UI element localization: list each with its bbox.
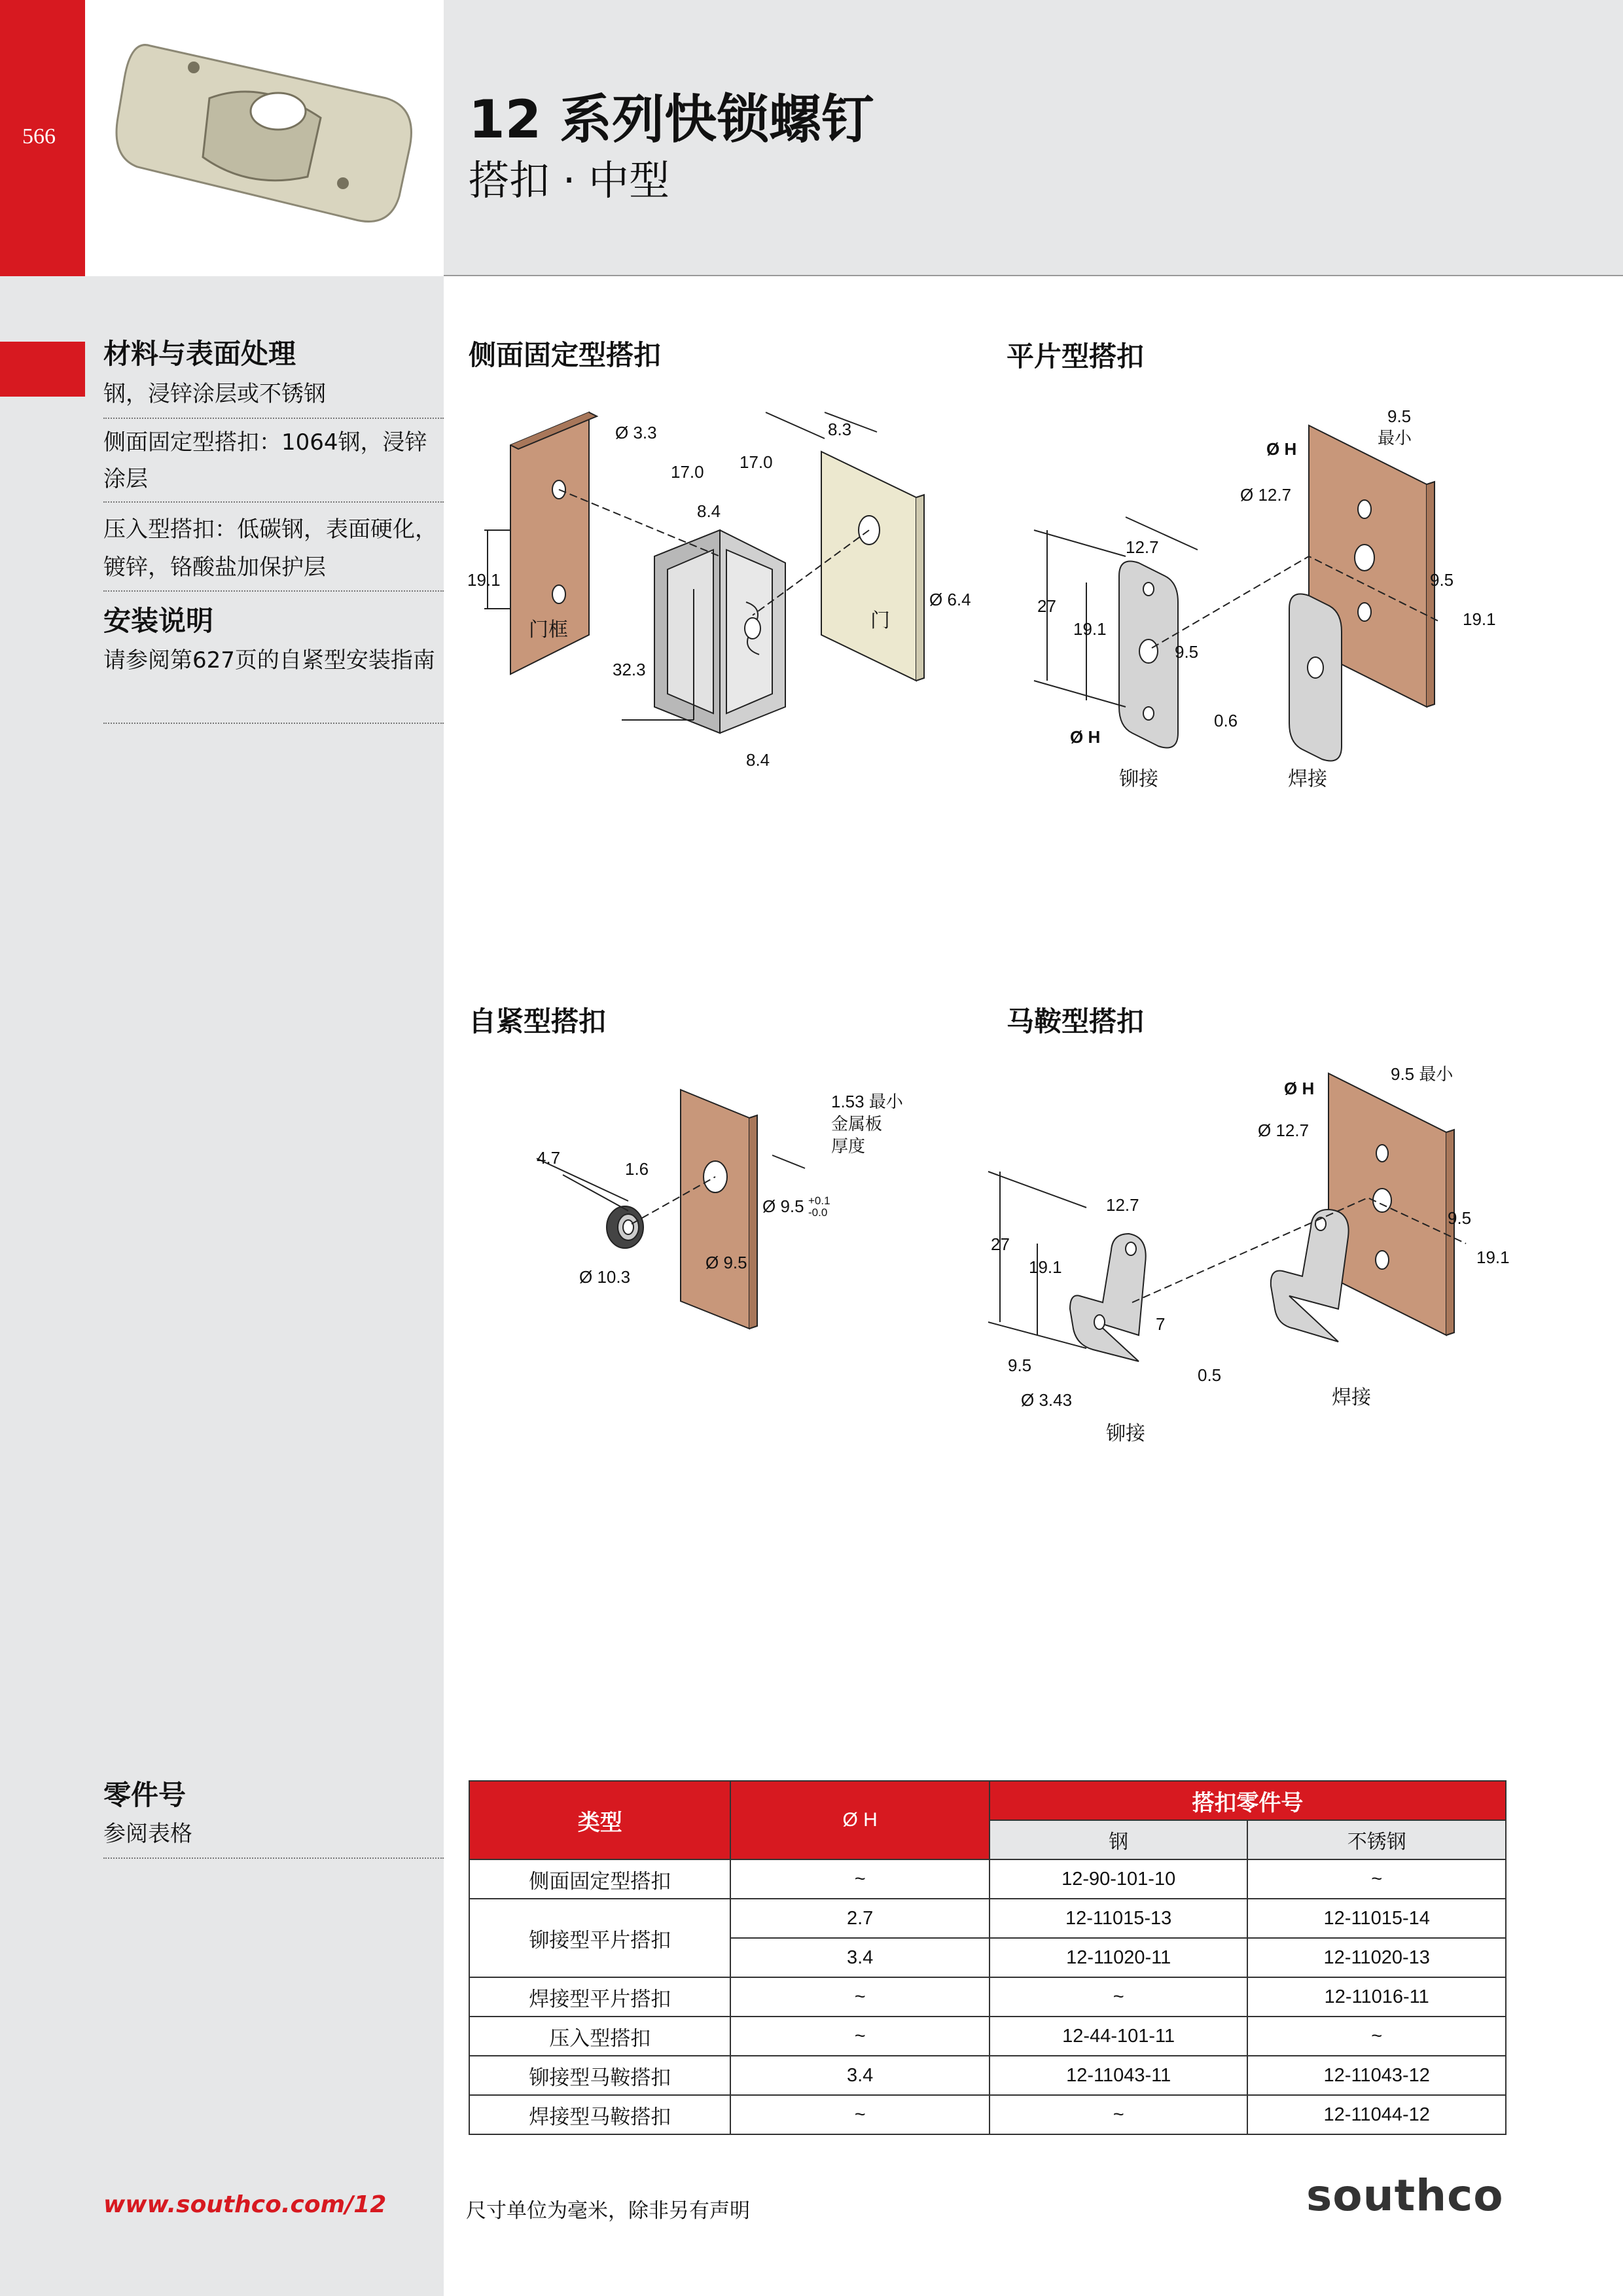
dim-191a: 19.1 bbox=[1029, 1257, 1062, 1277]
label-rivet: 铆接 bbox=[1119, 768, 1158, 790]
table-row: 侧面固定型搭扣 ~ 12-90-101-10 ~ bbox=[469, 1859, 1506, 1899]
parts-text: 参阅表格 bbox=[103, 1817, 444, 1859]
dim-dh: Ø H bbox=[1284, 1079, 1315, 1098]
label-thickness: 厚度 bbox=[831, 1136, 866, 1156]
dim-17a: 17.0 bbox=[671, 462, 704, 482]
dim-95: 9.5 bbox=[1387, 406, 1412, 426]
dim-191a: 19.1 bbox=[1073, 619, 1107, 639]
southco-logo: southco bbox=[1306, 2170, 1504, 2221]
label-frame: 门框 bbox=[529, 619, 568, 641]
dim-95b: 9.5 bbox=[1175, 642, 1199, 662]
dim-27: 27 bbox=[1037, 596, 1056, 616]
section-marker bbox=[0, 342, 85, 397]
dim-05: 0.5 bbox=[1198, 1365, 1222, 1385]
section-side-mount: 侧面固定型搭扣 bbox=[469, 339, 662, 371]
install-heading: 安装说明 bbox=[103, 605, 214, 637]
dim-17b: 17.0 bbox=[740, 452, 773, 472]
table-row: 铆接型马鞍搭扣 3.4 12-11043-11 12-11043-12 bbox=[469, 2056, 1506, 2095]
dim-127a: Ø 12.7 bbox=[1240, 485, 1292, 505]
table-row: 焊接型平片搭扣 ~ ~ 12-11016-11 bbox=[469, 1977, 1506, 2017]
dim-95c: 9.5 bbox=[1008, 1355, 1032, 1375]
section-saddle: 马鞍型搭扣 bbox=[1007, 1005, 1145, 1037]
diagram-side-mount bbox=[458, 393, 995, 812]
dim-95b: Ø 9.5 bbox=[705, 1253, 747, 1272]
dim-127b: 12.7 bbox=[1106, 1195, 1139, 1215]
label-weld: 焊接 bbox=[1288, 768, 1327, 790]
diagram-saddle bbox=[982, 1047, 1510, 1466]
product-photo bbox=[111, 26, 419, 236]
dim-27: 27 bbox=[991, 1234, 1010, 1254]
dim-153: 1.53 最小 bbox=[831, 1092, 903, 1111]
dim-191b: 19.1 bbox=[1476, 1247, 1510, 1267]
th-type: 类型 bbox=[469, 1781, 730, 1859]
dim-323: 32.3 bbox=[613, 660, 646, 679]
footer-url[interactable]: www.southco.com/12 bbox=[103, 2191, 387, 2218]
dim-dh2: Ø H bbox=[1070, 727, 1101, 747]
label-weld: 焊接 bbox=[1332, 1387, 1371, 1408]
dim-127b: 12.7 bbox=[1126, 537, 1159, 557]
parts-table bbox=[469, 1780, 1507, 2135]
materials-item: 侧面固定型搭扣：1064钢，浸锌涂层 bbox=[103, 424, 444, 503]
dim-191b: 19.1 bbox=[1463, 609, 1496, 629]
th-dh: Ø H bbox=[730, 1781, 989, 1859]
materials-item: 钢，浸锌涂层或不锈钢 bbox=[103, 378, 444, 419]
dim-343: Ø 3.43 bbox=[1021, 1390, 1073, 1410]
dim-16: 1.6 bbox=[625, 1159, 649, 1179]
dim-06: 0.6 bbox=[1214, 711, 1238, 730]
dim-95: Ø 9.5 bbox=[762, 1196, 804, 1216]
dim-95min: 9.5 最小 bbox=[1391, 1064, 1454, 1084]
table-row: 3.4 12-11020-11 12-11020-13 bbox=[469, 1938, 1506, 1977]
dim-191: 19.1 bbox=[467, 570, 501, 590]
tol-up: +0.1 bbox=[808, 1194, 830, 1207]
page-title: 12 系列快锁螺钉 bbox=[469, 89, 874, 150]
label-metal: 金属板 bbox=[831, 1114, 883, 1134]
th-steel: 钢 bbox=[990, 1820, 1248, 1859]
dim-dh: Ø H bbox=[1266, 439, 1297, 459]
parts-heading: 零件号 bbox=[103, 1779, 187, 1811]
install-text: 请参阅第627页的自紧型安装指南 bbox=[103, 641, 444, 724]
dim-83: 8.3 bbox=[828, 420, 852, 439]
diagram-self-clinching bbox=[497, 1060, 969, 1342]
dim-d33: Ø 3.3 bbox=[615, 423, 657, 442]
dim-127a: Ø 12.7 bbox=[1258, 1121, 1310, 1140]
dim-64: Ø 6.4 bbox=[929, 590, 971, 609]
dim-95b: 9.5 bbox=[1448, 1208, 1472, 1228]
parts-table-wrap bbox=[469, 1780, 1507, 2135]
label-door: 门 bbox=[870, 610, 890, 632]
dim-103: Ø 10.3 bbox=[579, 1267, 631, 1287]
section-flat: 平片型搭扣 bbox=[1007, 340, 1145, 372]
materials-heading: 材料与表面处理 bbox=[103, 338, 296, 370]
materials-item: 压入型搭扣：低碳钢，表面硬化，镀锌，铬酸盐加保护层 bbox=[103, 511, 444, 592]
dim-95c: 9.5 bbox=[1430, 570, 1454, 590]
table-row: 铆接型平片搭扣 2.7 12-11015-13 12-11015-14 bbox=[469, 1899, 1506, 1938]
th-parts: 搭扣零件号 bbox=[990, 1781, 1506, 1820]
table-row: 焊接型马鞍搭扣 ~ ~ 12-11044-12 bbox=[469, 2095, 1506, 2134]
dim-84a: 8.4 bbox=[697, 501, 721, 521]
table-row: 压入型搭扣 ~ 12-44-101-11 ~ bbox=[469, 2017, 1506, 2056]
dim-47: 4.7 bbox=[537, 1148, 561, 1168]
section-self-clinching: 自紧型搭扣 bbox=[469, 1005, 607, 1037]
page-number: 566 bbox=[22, 124, 56, 149]
label-rivet: 铆接 bbox=[1106, 1423, 1145, 1444]
tol-down: -0.0 bbox=[808, 1206, 828, 1219]
label-min: 最小 bbox=[1378, 428, 1412, 448]
page-subtitle: 搭扣 · 中型 bbox=[469, 156, 670, 204]
dim-84b: 8.4 bbox=[746, 750, 770, 770]
th-stainless: 不锈钢 bbox=[1247, 1820, 1506, 1859]
diagram-flat bbox=[1021, 393, 1518, 812]
dim-7: 7 bbox=[1156, 1314, 1166, 1334]
footer-note: 尺寸单位为毫米，除非另有声明 bbox=[466, 2199, 750, 2223]
